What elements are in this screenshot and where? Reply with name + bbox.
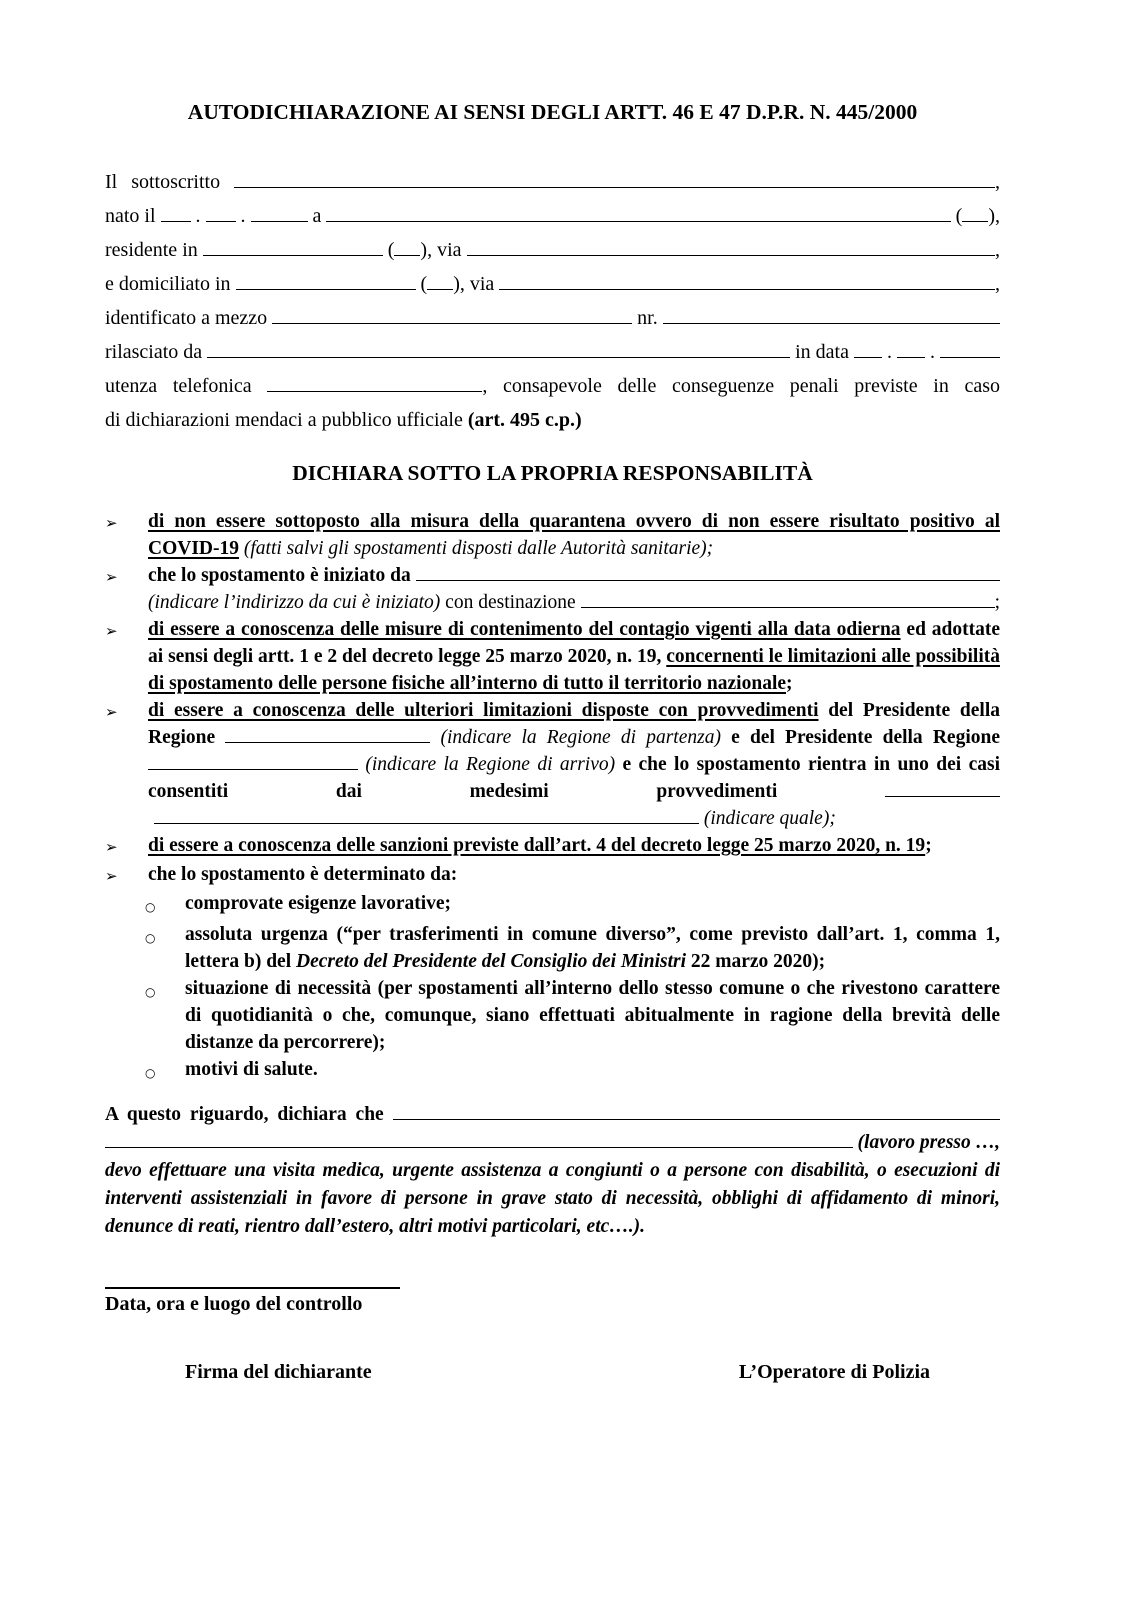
signature-declarant-label: Firma del dichiarante (185, 1361, 372, 1383)
text-indicare-indirizzo: (indicare l’indirizzo da cui è iniziato) (148, 592, 441, 613)
line-identificato (105, 301, 1000, 335)
label-domiciliato-in: e domiciliato in (105, 273, 236, 295)
blank-field-id-issuer (207, 344, 790, 358)
bullet-text (148, 508, 1000, 562)
text-22-marzo: 22 marzo 2020); (686, 951, 826, 972)
punct-comma: , (995, 171, 1000, 193)
arrow-bullet-icon: ➢ (105, 568, 118, 586)
blank-field-issue-month (897, 344, 925, 358)
blank-field-domicile-street (499, 276, 995, 290)
label-in-data: in data (790, 341, 854, 363)
line-dichiarazioni-mendaci (105, 403, 1000, 437)
label-residente-in: residente in (105, 239, 203, 261)
blank-field-declaration-reason-1 (393, 1106, 1000, 1120)
blank-field-birth-province (962, 208, 988, 222)
line-sottoscritto (105, 165, 1000, 199)
text-a-questo-riguardo: A questo riguardo, dichiara che (105, 1104, 393, 1125)
punct-comma: , (995, 239, 1000, 261)
blank-field-domicile-province (427, 276, 453, 290)
label-il-sottoscritto: Il sottoscritto (105, 171, 235, 193)
blank-field-region-arrival (148, 756, 358, 770)
label-rilasciato-da: rilasciato da (105, 341, 208, 363)
line-iniziato-da (148, 562, 1000, 589)
sub-bullet-assoluta-urgenza (105, 921, 1000, 975)
text-con-destinazione: con destinazione (440, 592, 581, 613)
blank-field-region-departure (225, 729, 430, 743)
text-iniziato-da: che lo spostamento è iniziato da (148, 565, 416, 586)
blank-field-domicile-city (236, 276, 416, 290)
label-nato-il: nato il (105, 205, 161, 227)
blank-field-id-document (272, 310, 632, 324)
text-indicare-quale: (indicare quale); (699, 808, 836, 829)
label-via: ), via (453, 273, 500, 295)
line-lavoro-presso (105, 1129, 1000, 1157)
blank-field-residence-city (203, 242, 383, 256)
blank-field-id-number (663, 310, 1000, 324)
bullet-text (148, 832, 1000, 861)
bullet-text (148, 697, 1000, 832)
blank-field-issue-day (854, 344, 882, 358)
bullet-item-determinato-da (105, 861, 1000, 890)
text-adottate: ed adottate ai sensi degli artt. 1 e 2 del decreto legge 25 marzo 2020, n. 19, (148, 619, 1001, 667)
intro-section (105, 165, 1000, 437)
text-determinato-da: che lo spostamento è determinato da: (148, 864, 458, 885)
blank-field-birthplace (326, 208, 950, 222)
line-destinazione (148, 589, 1000, 616)
bullet-item-spostamento-iniziato (105, 562, 1000, 616)
punct-semicolon: ; (925, 835, 932, 856)
blank-field-case-allowed-2 (154, 810, 699, 824)
punct-paren-open: ( (415, 273, 428, 295)
section-heading: DICHIARA SOTTO LA PROPRIA RESPONSABILITÀ (292, 461, 813, 485)
text-assoluta-urgenza: assoluta urgenza (“per trasferimenti in comune diverso”, come previsto dall’art. 1, comma 1, lettera b) del (185, 924, 1000, 972)
text-indicare-arrivo: (indicare la Regione di arrivo) (358, 754, 616, 775)
text-lavoro-presso: (lavoro presso …, (852, 1132, 1000, 1153)
blank-field-birth-day (161, 208, 191, 222)
label-via: ), via (420, 239, 467, 261)
blank-field-residence-street (467, 242, 995, 256)
bullet-item-misure-contenimento (105, 616, 1000, 697)
text-fatti-salvi: (fatti salvi gli spostamenti disposti dalle Autorità sanitarie); (239, 538, 714, 559)
sub-bullet-text (185, 1056, 1000, 1087)
blank-field-name (234, 174, 995, 188)
bullet-text (148, 616, 1000, 697)
text-presidente-regione-1: del Presidente della Regione (148, 700, 1000, 748)
blank-field-declaration-reason-2 (105, 1134, 853, 1148)
punct-comma: , (995, 273, 1000, 295)
text-examples-paragraph: devo effettuare una visita medica, urgente assistenza a congiunti o a persone con disabilità, o esecuzioni di interventi assistenziali in favore di persone in grave stato di necessità, obblighi di affidamento di minori, denunce di reati, rientro dall’estero, altri motivi particolari, etc….). (105, 1160, 1000, 1237)
document-title: AUTODICHIARAZIONE AI SENSI DEGLI ARTT. 46 E 47 D.P.R. N. 445/2000 (187, 100, 918, 124)
punct-paren-open: ( (950, 205, 963, 227)
text-ulteriori-limitazioni: di essere a conoscenza delle ulteriori limitazioni disposte con provvedimenti (148, 700, 819, 721)
sub-bullet-esigenze-lavorative (105, 890, 1000, 921)
text-indicare-partenza: (indicare la Regione di partenza) (430, 727, 721, 748)
blank-field-birth-month (206, 208, 236, 222)
circle-bullet-icon: ○ (145, 900, 156, 914)
punct-paren-close: ), (988, 205, 1000, 227)
closing-section (105, 1101, 1000, 1241)
sub-bullet-situazione-necessita (105, 975, 1000, 1056)
text-quarantena: di non essere sottoposto alla misura della quarantena ovvero di non essere risultato positivo al COVID-19 (148, 511, 1000, 559)
arrow-bullet-icon: ➢ (105, 622, 118, 640)
text-esigenze-lavorative: comprovate esigenze lavorative; (185, 893, 452, 914)
punct-dot: . (882, 341, 897, 363)
bullet-text (148, 861, 1000, 890)
text-situazione-necessita: situazione di necessità (per spostamenti all’interno dello stesso comune o che rivestono carattere di quotidianità o che, comunque, siano effettuati abitualmente in ragione della brevità delle distanze da percorrere); (185, 978, 1000, 1053)
bullet-item-sanzioni (105, 832, 1000, 861)
line-riguardo (105, 1101, 1000, 1129)
blank-field-destination (581, 594, 995, 608)
bullet-item-ulteriori-limitazioni (105, 697, 1000, 832)
punct-semicolon: ; (786, 673, 793, 694)
arrow-bullet-icon: ➢ (105, 867, 118, 885)
sub-bullet-text (185, 975, 1000, 1056)
text-motivi-salute: motivi di salute. (185, 1059, 318, 1080)
blank-field-birth-year (251, 208, 308, 222)
arrow-bullet-icon: ➢ (105, 838, 118, 856)
text-dpcm: Decreto del Presidente del Consiglio dei Ministri (296, 951, 686, 972)
declaration-list (105, 508, 1000, 1087)
circle-bullet-icon: ○ (145, 985, 156, 999)
circle-bullet-icon: ○ (145, 931, 156, 945)
punct-semicolon: ; (994, 592, 1000, 613)
text-mendaci: di dichiarazioni mendaci a pubblico ufficiale (105, 409, 468, 431)
line-nato-il (105, 199, 1000, 233)
sub-bullet-text (185, 890, 1000, 921)
text-concernenti: concernenti le limitazioni alle possibilità di spostamento delle persone fisiche all’interno di tutto il territorio nazionale (148, 646, 1000, 694)
blank-field-phone (267, 378, 482, 392)
sub-bullet-motivi-salute (105, 1056, 1000, 1087)
signature-row (105, 1361, 1000, 1384)
blank-field-issue-year (940, 344, 1000, 358)
line-utenza (105, 369, 1000, 403)
control-label: Data, ora e luogo del controllo (105, 1293, 363, 1315)
blank-field-case-allowed-1 (885, 783, 1000, 797)
punct-dot: . (235, 205, 251, 227)
bullet-item-quarantena (105, 508, 1000, 562)
line-residente (105, 233, 1000, 267)
text-art-495: (art. 495 c.p.) (467, 409, 582, 431)
punct-paren-open: ( (382, 239, 395, 261)
label-utenza-telefonica: utenza telefonica (105, 375, 268, 397)
punct-dot: . (190, 205, 206, 227)
label-a: a (307, 205, 327, 227)
punct-dot: . (925, 341, 940, 363)
text-presidente-regione-2: e del Presidente della Regione (720, 727, 1001, 748)
arrow-bullet-icon: ➢ (105, 703, 118, 721)
text-consapevole: , consapevole delle conseguenze penali previste in caso (482, 375, 1001, 397)
sub-bullet-text (185, 921, 1000, 975)
blank-field-residence-province (394, 242, 420, 256)
arrow-bullet-icon: ➢ (105, 514, 118, 532)
text-sanzioni: di essere a conoscenza delle sanzioni previste dall’art. 4 del decreto legge 25 marzo 2020, n. 19 (148, 835, 926, 856)
circle-bullet-icon: ○ (145, 1066, 156, 1080)
text-misure-contenimento: di essere a conoscenza delle misure di contenimento del contagio vigenti alla data odierna (148, 619, 901, 640)
blank-field-start-address (416, 567, 1000, 581)
label-nr: nr. (632, 307, 663, 329)
bullet-text (148, 562, 1000, 616)
signature-police-label: L’Operatore di Polizia (738, 1361, 930, 1383)
line-domiciliato (105, 267, 1000, 301)
text-casi-consentiti: e che lo spostamento rientra in uno dei casi consentiti dai medesimi provvedimenti (148, 754, 1000, 802)
line-rilasciato (105, 335, 1000, 369)
label-identificato-a-mezzo: identificato a mezzo (105, 307, 273, 329)
